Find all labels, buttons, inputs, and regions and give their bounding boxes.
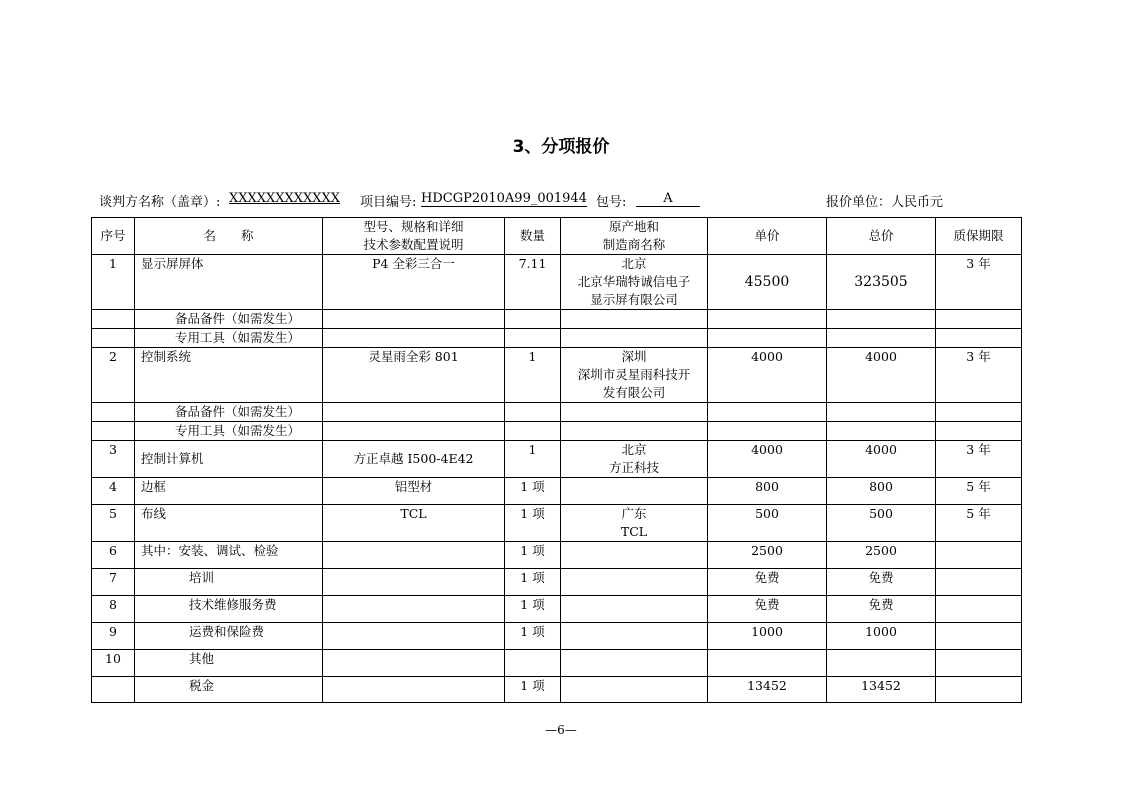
cell-total-price: 4000 — [827, 441, 936, 478]
origin-line: TCL — [620, 524, 648, 539]
table-header-row — [92, 218, 1022, 255]
cell-qty: 7.11 — [505, 255, 561, 310]
cell-qty: 1 项 — [505, 569, 561, 596]
cell-qty: 1 — [505, 441, 561, 478]
header-warranty: 质保期限 — [936, 218, 1022, 255]
table-row — [92, 422, 1022, 441]
cell-name: 控制计算机 — [135, 441, 323, 478]
cell-total-price: 500 — [827, 505, 936, 542]
cell-no: 2 — [92, 348, 135, 403]
currency-unit: 报价单位：人民币元 — [826, 195, 944, 210]
cell-qty: 1 项 — [505, 596, 561, 623]
page-number: —6— — [545, 723, 577, 737]
cell-name: 布线 — [135, 505, 323, 542]
table-row — [92, 255, 1022, 310]
cell-name: 专用工具（如需发生） — [135, 329, 323, 348]
header-qty: 数量 — [505, 218, 561, 255]
cell-warranty: 3 年 — [936, 348, 1022, 403]
cell-qty: 1 — [505, 348, 561, 403]
table-row — [92, 677, 1022, 703]
cell-no: 8 — [92, 596, 135, 623]
cell-name: 其中：安装、调试、检验 — [135, 542, 323, 569]
cell-name: 税金 — [135, 677, 323, 703]
cell-unit-price: 1000 — [708, 623, 827, 650]
project-number-value: HDCGP2010A99_001944 — [421, 191, 587, 206]
cell-qty: 1 项 — [505, 505, 561, 542]
cell-origin — [561, 348, 708, 403]
quotation-table — [91, 217, 1022, 703]
cell-total-price: 4000 — [827, 348, 936, 403]
table-row — [92, 596, 1022, 623]
project-number-label: 项目编号: — [360, 195, 417, 210]
cell-unit-price: 免费 — [708, 569, 827, 596]
origin-line: 北京 — [621, 442, 647, 457]
cell-warranty: 5 年 — [936, 478, 1022, 505]
cell-spec: 方正卓越 I500-4E42 — [323, 441, 505, 478]
page-title: 3、分项报价 — [512, 137, 610, 157]
cell-warranty: 3 年 — [936, 255, 1022, 310]
cell-spec: 铝型材 — [323, 478, 505, 505]
table-row — [92, 441, 1022, 478]
negotiator-label: 谈判方名称（盖章）: — [99, 195, 221, 210]
origin-line: 深圳 — [621, 349, 647, 364]
cell-no: 7 — [92, 569, 135, 596]
cell-origin — [561, 505, 708, 542]
table-row — [92, 505, 1022, 542]
header-origin-line1: 原产地和 — [608, 219, 659, 234]
cell-no: 10 — [92, 650, 135, 677]
cell-name: 其他 — [135, 650, 323, 677]
table-row — [92, 403, 1022, 422]
cell-no: 4 — [92, 478, 135, 505]
table-row — [92, 623, 1022, 650]
table-row — [92, 348, 1022, 403]
cell-total-price: 800 — [827, 478, 936, 505]
cell-no: 5 — [92, 505, 135, 542]
header-no: 序号 — [92, 218, 135, 255]
cell-name: 专用工具（如需发生） — [135, 422, 323, 441]
cell-no: 6 — [92, 542, 135, 569]
cell-no: 9 — [92, 623, 135, 650]
table-row — [92, 329, 1022, 348]
cell-origin — [561, 478, 708, 505]
cell-total-price: 免费 — [827, 596, 936, 623]
cell-total-price: 13452 — [827, 677, 936, 703]
header-spec-line2: 技术参数配置说明 — [363, 237, 464, 252]
cell-unit-price: 800 — [708, 478, 827, 505]
cell-unit-price: 免费 — [708, 596, 827, 623]
cell-name: 培训 — [135, 569, 323, 596]
cell-name: 技术维修服务费 — [135, 596, 323, 623]
header-origin-line2: 制造商名称 — [602, 237, 666, 252]
header-total-price: 总价 — [827, 218, 936, 255]
table-row — [92, 569, 1022, 596]
cell-unit-price: 13452 — [708, 677, 827, 703]
cell-name: 备品备件（如需发生） — [135, 310, 323, 329]
cell-unit-price: 4000 — [708, 348, 827, 403]
cell-no: 1 — [92, 255, 135, 310]
cell-total-price: 免费 — [827, 569, 936, 596]
header-spec — [323, 218, 505, 255]
cell-qty: 1 项 — [505, 677, 561, 703]
origin-line: 显示屏有限公司 — [590, 292, 678, 307]
cell-name: 显示屏屏体 — [135, 255, 323, 310]
cell-spec: TCL — [323, 505, 505, 542]
table-row — [92, 310, 1022, 329]
origin-line: 北京华瑞特诚信电子 — [577, 274, 691, 289]
cell-unit-price: 4000 — [708, 441, 827, 478]
header-name: 名 称 — [135, 218, 323, 255]
header-origin — [561, 218, 708, 255]
cell-unit-price: 500 — [708, 505, 827, 542]
cell-name: 边框 — [135, 478, 323, 505]
origin-line: 方正科技 — [608, 460, 659, 475]
cell-total-price: 1000 — [827, 623, 936, 650]
cell-name: 运费和保险费 — [135, 623, 323, 650]
table-row — [92, 542, 1022, 569]
cell-no: 3 — [92, 441, 135, 478]
cell-total-price: 2500 — [827, 542, 936, 569]
cell-unit-price: 2500 — [708, 542, 827, 569]
cell-spec: 灵星雨全彩 801 — [323, 348, 505, 403]
cell-warranty: 3 年 — [936, 441, 1022, 478]
cell-qty: 1 项 — [505, 478, 561, 505]
header-unit-price: 单价 — [708, 218, 827, 255]
info-line — [99, 191, 969, 209]
origin-line: 深圳市灵星雨科技开 — [577, 367, 691, 382]
header-spec-line1: 型号、规格和详细 — [363, 219, 464, 234]
package-label: 包号: — [596, 195, 627, 210]
origin-line: 广东 — [621, 506, 647, 521]
cell-origin — [561, 255, 708, 310]
cell-origin — [561, 441, 708, 478]
origin-line: 北京 — [621, 256, 647, 271]
cell-warranty: 5 年 — [936, 505, 1022, 542]
cell-spec: P4 全彩三合一 — [323, 255, 505, 310]
cell-qty: 1 项 — [505, 542, 561, 569]
cell-total-price: 323505 — [827, 255, 936, 310]
origin-line: 发有限公司 — [602, 385, 666, 400]
negotiator-value: XXXXXXXXXXXX — [229, 191, 341, 206]
cell-qty: 1 项 — [505, 623, 561, 650]
cell-name: 备品备件（如需发生） — [135, 403, 323, 422]
cell-unit-price: 45500 — [708, 255, 827, 310]
table-row — [92, 478, 1022, 505]
cell-name: 控制系统 — [135, 348, 323, 403]
table-row — [92, 650, 1022, 677]
package-value: A — [636, 191, 700, 207]
